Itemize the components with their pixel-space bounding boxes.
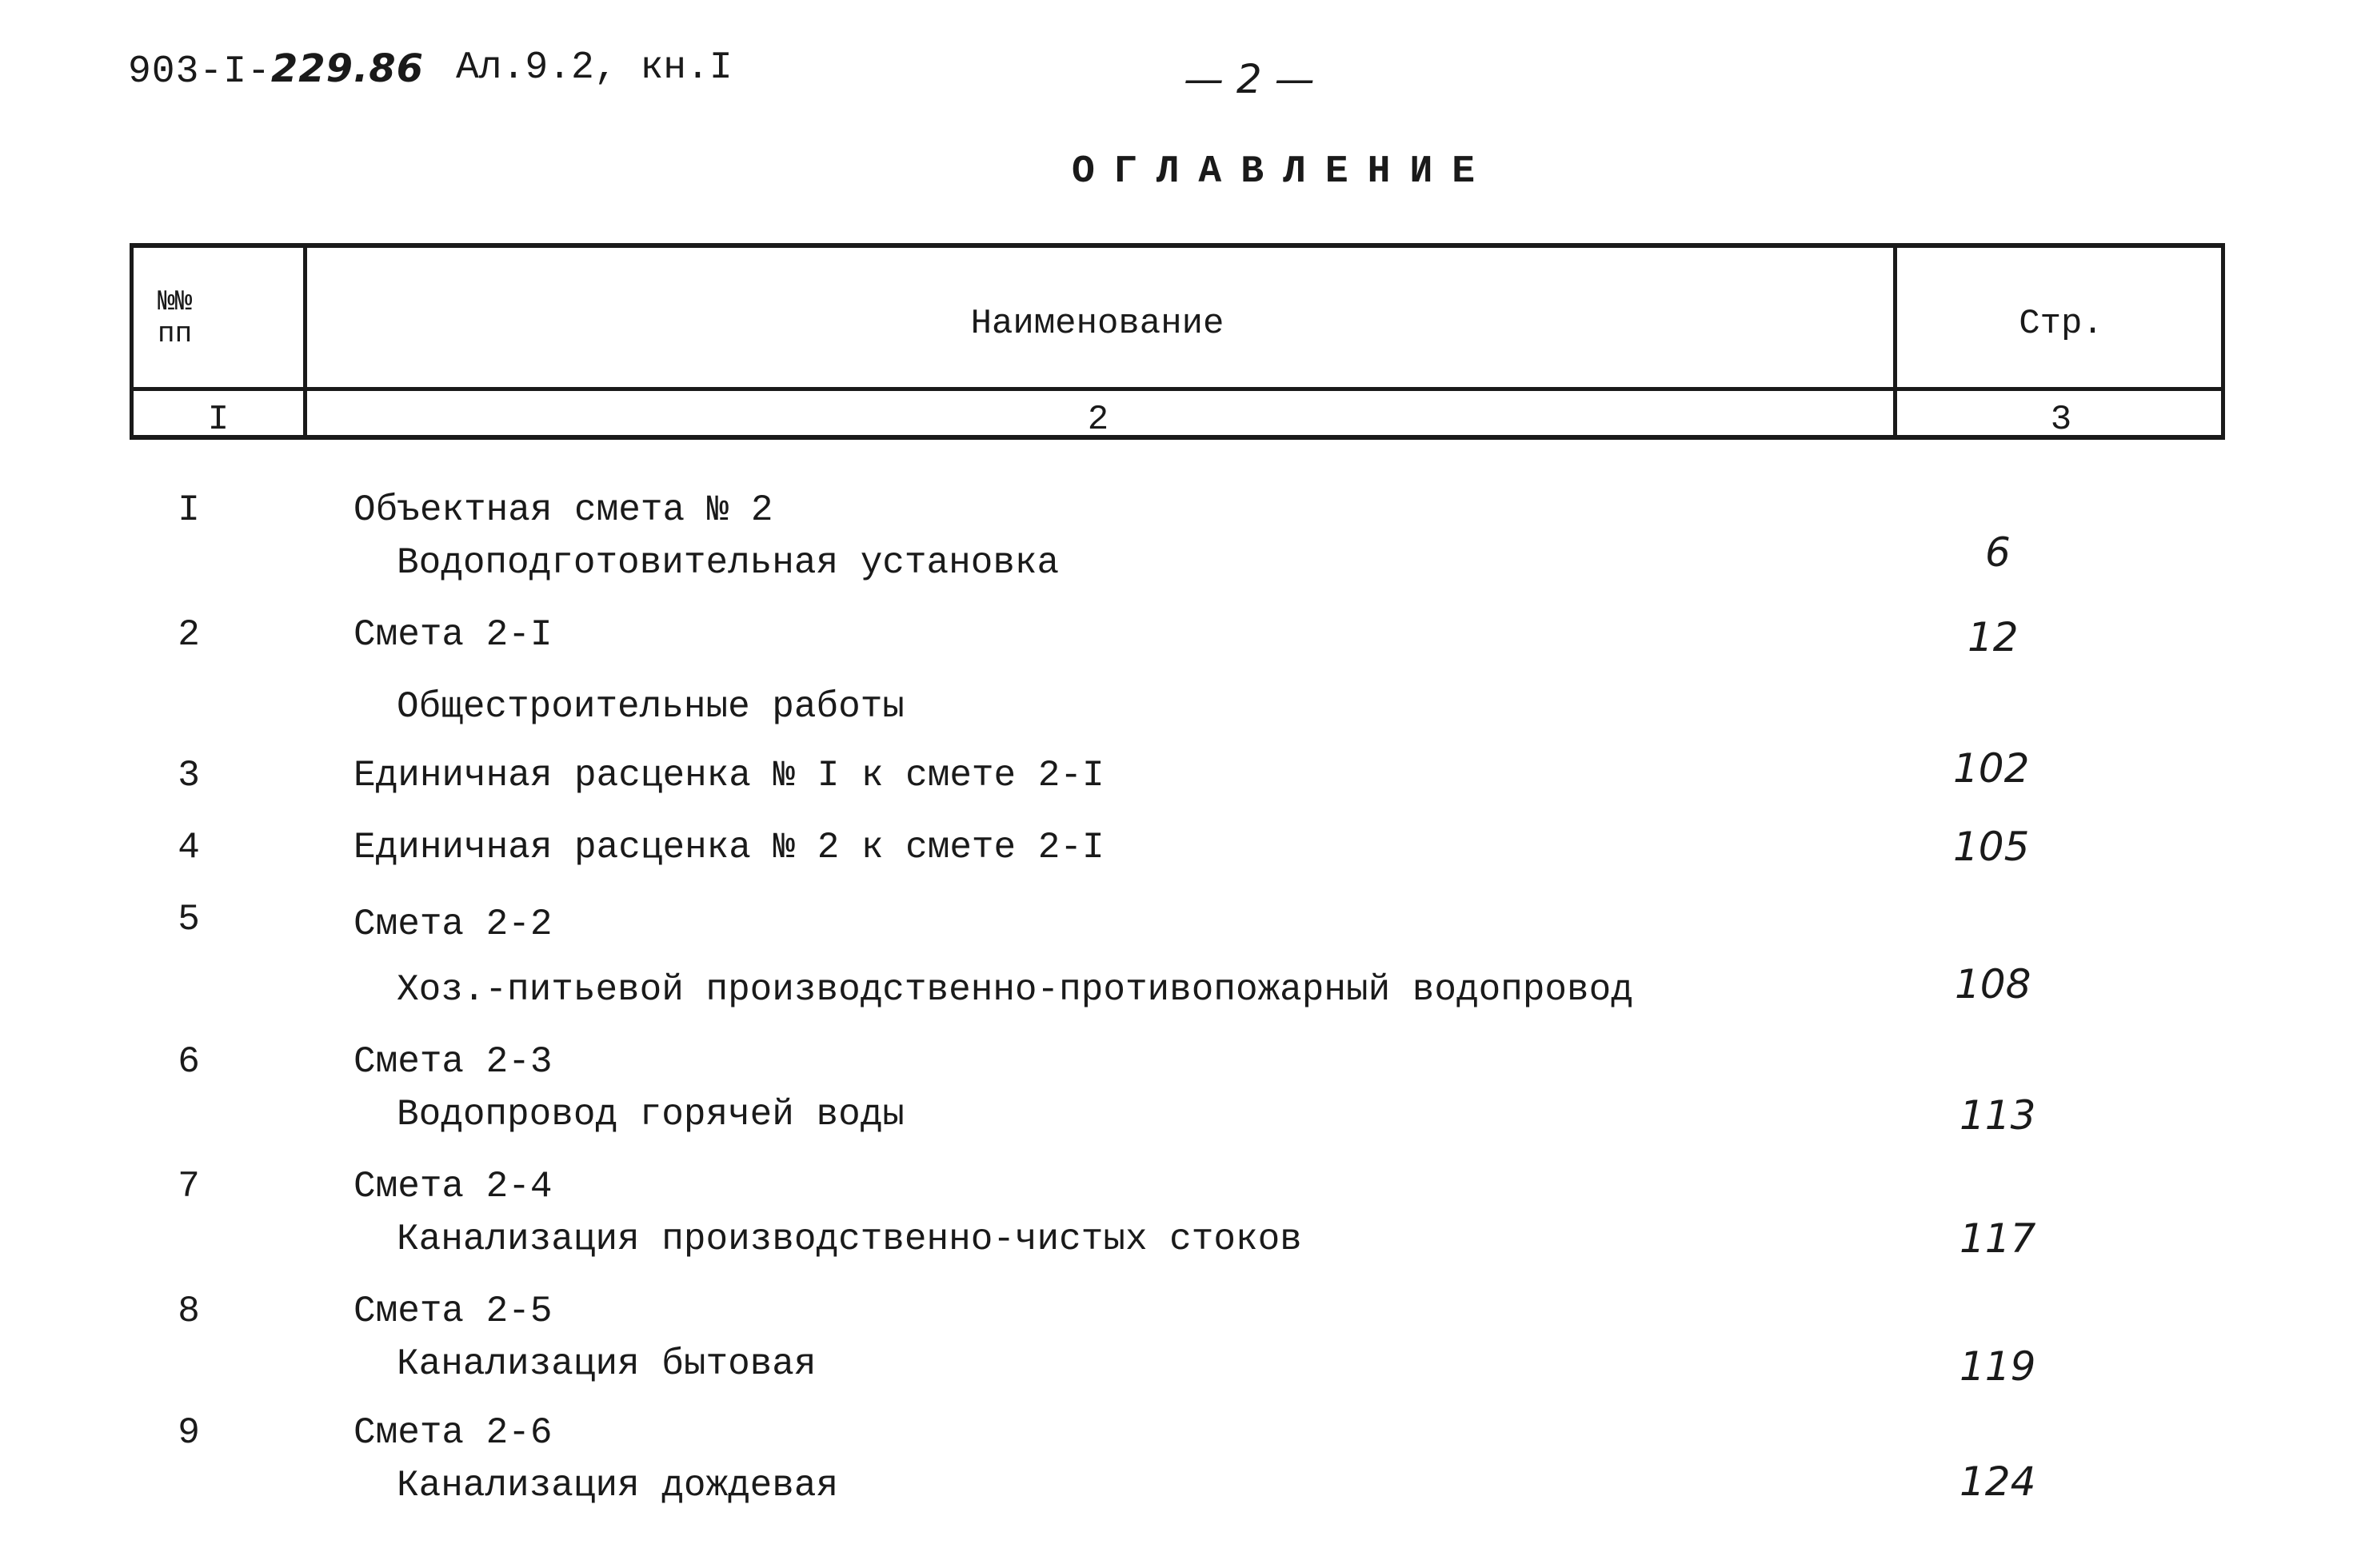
document-code [128,46,424,94]
entry-number: 2 [178,614,200,656]
entry-page: 105 [1953,824,2030,870]
entry-number: 5 [178,899,200,940]
entry-subtitle: Общестроительные работы [397,686,905,728]
entry-page: 102 [1953,745,2030,792]
column-header-page: Стр. [2019,304,2103,344]
contents-table-header [130,243,2225,440]
entry-number: 3 [178,755,200,796]
column-number-2: 2 [1087,400,1109,440]
entry-subtitle: Водопровод горячей воды [397,1094,905,1135]
album-reference: Ал.9.2, кн.I [456,46,733,90]
document-code-handwritten: 229.86 [270,46,425,91]
page-title: ОГЛАВЛЕНИЕ [1072,150,1495,194]
document-code-typed: 903-I- [128,50,271,94]
entry-title: Смета 2-I [354,614,553,656]
entry-number: 9 [178,1412,200,1454]
entry-number: 6 [178,1041,200,1083]
page-number: — 2 — [1184,56,1315,102]
entry-page: 124 [1960,1458,2036,1505]
entry-title: Смета 2-2 [354,904,553,945]
entry-subtitle: Хоз.-питьевой производственно-противопожарный водопровод [397,969,1633,1011]
entry-title: Смета 2-4 [354,1166,553,1207]
entry-subtitle: Канализация производственно-чистых стоков [397,1219,1302,1260]
column-header-name: Наименование [970,304,1224,344]
column-header-number: №№ пп [158,285,193,350]
entry-number: I [178,489,200,531]
entry-number: 7 [178,1166,200,1207]
entry-page: 12 [1968,614,2019,660]
entry-page: 6 [1985,529,2011,576]
entry-title: Смета 2-3 [354,1041,553,1083]
entry-title: Смета 2-5 [354,1291,553,1332]
entry-subtitle: Канализация дождевая [397,1465,839,1506]
entry-title: Объектная смета № 2 [354,489,773,531]
entry-page: 108 [1955,961,2031,1007]
entry-page: 113 [1960,1092,2036,1139]
entry-subtitle: Канализация бытовая [397,1343,817,1385]
entry-page: 117 [1960,1215,2036,1262]
header-divider [134,387,2221,391]
column-number-1: I [207,400,230,440]
column-number-3: 3 [2050,400,2072,440]
entry-page: 119 [1960,1343,2036,1390]
entry-title: Единичная расценка № 2 к смете 2-I [354,827,1105,868]
entry-number: 8 [178,1291,200,1332]
entry-title: Смета 2-6 [354,1412,553,1454]
entry-subtitle: Водоподготовительная установка [397,542,1060,584]
entry-title: Единичная расценка № I к смете 2-I [354,755,1105,796]
entry-number: 4 [178,827,200,868]
